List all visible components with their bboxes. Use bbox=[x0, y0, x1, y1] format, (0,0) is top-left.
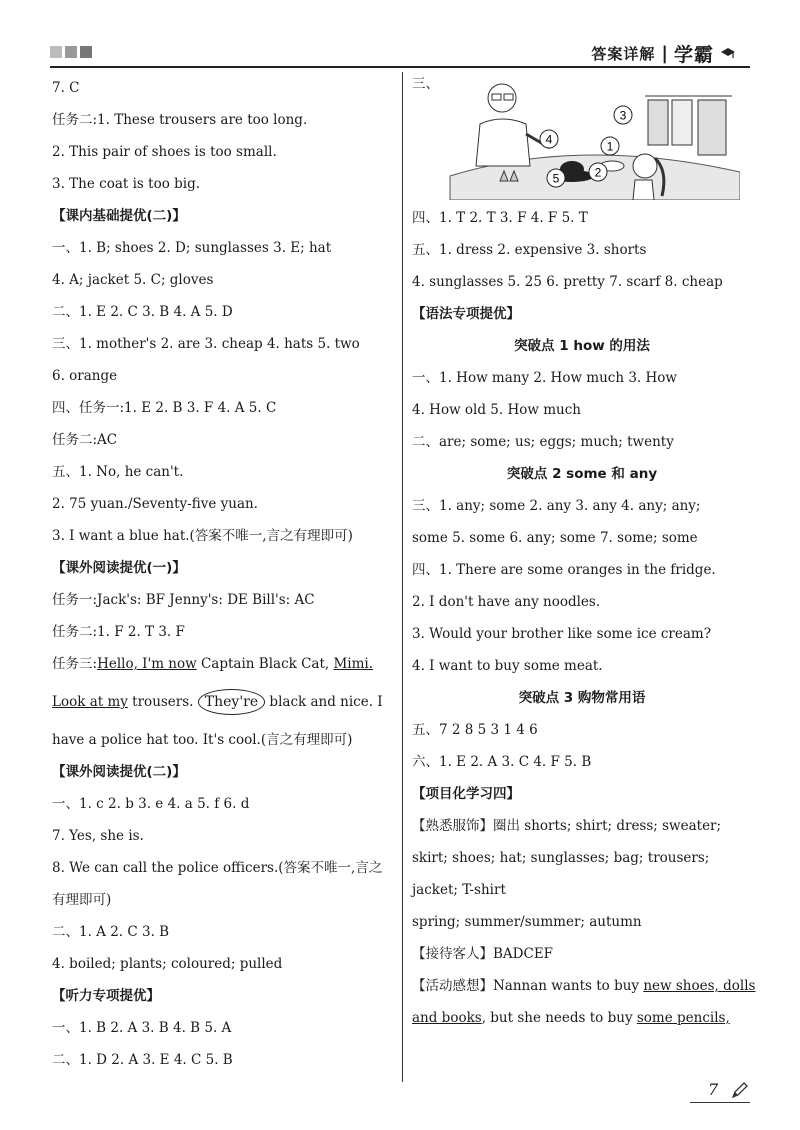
answer-line: 7. Yes, she is. bbox=[52, 828, 144, 844]
text-segment: 任务三: bbox=[52, 656, 98, 672]
answer-line: 7. C bbox=[52, 80, 80, 96]
underlined-text: new shoes, dolls bbox=[643, 978, 756, 994]
answer-line: 4. sunglasses 5. 25 6. pretty 7. scarf 8. cheap bbox=[412, 274, 723, 290]
text-segment: 【活动感想】Nannan wants to buy bbox=[412, 978, 644, 994]
answer-line bbox=[412, 1002, 752, 1034]
callout-4 bbox=[540, 130, 558, 148]
answer-line: 五、1. dress 2. expensive 3. shorts bbox=[412, 242, 647, 258]
header-answer-label: 答案详解 bbox=[591, 45, 656, 63]
left-column bbox=[52, 72, 397, 1076]
answer-line: 任务一:Jack's: BF Jenny's: DE Bill's: AC bbox=[52, 592, 315, 608]
graduation-cap-icon bbox=[720, 46, 736, 62]
answer-line: some 5. some 6. any; some 7. some; some bbox=[412, 530, 698, 546]
callout-number: 4 bbox=[545, 132, 553, 147]
callout-number: 2 bbox=[594, 165, 602, 180]
answer-line: 六、1. E 2. A 3. C 4. F 5. B bbox=[412, 754, 592, 770]
answer-line: 【熟悉服饰】圈出 shorts; shirt; dress; sweater; bbox=[412, 818, 722, 834]
text-segment: Captain Black Cat, bbox=[196, 656, 334, 672]
column-divider bbox=[402, 72, 403, 1082]
answer-line: 四、任务一:1. E 2. B 3. F 4. A 5. C bbox=[52, 400, 277, 416]
answer-line: 一、1. c 2. b 3. e 4. a 5. f 6. d bbox=[52, 796, 250, 812]
page-number: 7 bbox=[708, 1080, 719, 1099]
answer-line: 三、1. mother's 2. are 3. cheap 4. hats 5. two bbox=[52, 336, 360, 352]
answer-line: 4. How old 5. How much bbox=[412, 402, 581, 418]
text-segment: , but she needs to buy bbox=[481, 1010, 637, 1026]
shop-illustration bbox=[412, 72, 752, 202]
callout-1 bbox=[601, 137, 619, 155]
answer-line: 二、1. E 2. C 3. B 4. A 5. D bbox=[52, 304, 233, 320]
header-right bbox=[591, 40, 736, 67]
answer-line: 4. A; jacket 5. C; gloves bbox=[52, 272, 214, 288]
answer-line: 二、1. D 2. A 3. E 4. C 5. B bbox=[52, 1052, 233, 1068]
answer-line: 任务二:1. F 2. T 3. F bbox=[52, 624, 185, 640]
text-segment: trousers. bbox=[127, 694, 198, 710]
section-heading: 【语法专项提优】 bbox=[412, 306, 520, 322]
header-rule bbox=[50, 66, 750, 68]
answer-line: 8. We can call the police officers.(答案不唯一,言之 bbox=[52, 860, 383, 876]
callout-5 bbox=[547, 169, 565, 187]
callout-3 bbox=[614, 106, 632, 124]
pencil-icon bbox=[730, 1080, 750, 1100]
callout-number: 5 bbox=[552, 171, 560, 186]
underlined-text: and books bbox=[412, 1010, 482, 1026]
answer-line: 五、1. No, he can't. bbox=[52, 464, 184, 480]
answer-line: 4. I want to buy some meat. bbox=[412, 658, 603, 674]
shopkeeper-figure bbox=[476, 84, 550, 166]
callout-number: 1 bbox=[606, 139, 614, 154]
header-squares bbox=[50, 46, 92, 58]
callout-2 bbox=[589, 163, 607, 181]
answer-line: 3. The coat is too big. bbox=[52, 176, 201, 192]
answer-line: 任务二:AC bbox=[52, 432, 118, 448]
answer-line: have a police hat too. It's cool.(言之有理即可) bbox=[52, 732, 353, 748]
answer-line: 2. This pair of shoes is too small. bbox=[52, 144, 277, 160]
answer-line: 一、1. B; shoes 2. D; sunglasses 3. E; hat bbox=[52, 240, 332, 256]
answer-line: 三、1. any; some 2. any 3. any 4. any; any; bbox=[412, 498, 701, 514]
answer-line: 3. I want a blue hat.(答案不唯一,言之有理即可) bbox=[52, 528, 353, 544]
answer-line: 一、1. B 2. A 3. B 4. B 5. A bbox=[52, 1020, 232, 1036]
answer-line: jacket; T-shirt bbox=[412, 882, 506, 898]
answer-line-task3 bbox=[52, 648, 397, 680]
answer-line: 有理即可) bbox=[52, 892, 112, 908]
answer-line: 二、1. A 2. C 3. B bbox=[52, 924, 170, 940]
answer-line: 【接待客人】BADCEF bbox=[412, 946, 554, 962]
answer-line: 一、1. How many 2. How much 3. How bbox=[412, 370, 677, 386]
answer-line: 6. orange bbox=[52, 368, 118, 384]
section-heading: 【听力专项提优】 bbox=[52, 988, 160, 1004]
answer-line-task3-cont bbox=[52, 680, 397, 724]
subsection-heading: 突破点 3 购物常用语 bbox=[518, 690, 646, 706]
page-header bbox=[50, 38, 750, 68]
figure-label: 三、 bbox=[412, 76, 439, 92]
text-segment: black and nice. I bbox=[265, 694, 383, 710]
answer-line: spring; summer/summer; autumn bbox=[412, 914, 642, 930]
section-heading: 【课外阅读提优(二)】 bbox=[52, 764, 186, 780]
underlined-text: some pencils, bbox=[636, 1010, 730, 1026]
underlined-text: Mimi. bbox=[333, 656, 374, 672]
subsection-heading: 突破点 1 how 的用法 bbox=[514, 338, 650, 354]
subsection-heading: 突破点 2 some 和 any bbox=[506, 466, 658, 482]
header-brand: 学霸 bbox=[673, 44, 714, 66]
section-heading: 【课内基础提优(二)】 bbox=[52, 208, 186, 224]
answer-line: 五、7 2 8 5 3 1 4 6 bbox=[412, 722, 538, 738]
underlined-text: Look at my bbox=[52, 694, 128, 710]
answer-line: 二、are; some; us; eggs; much; twenty bbox=[412, 434, 674, 450]
header-separator: | bbox=[661, 43, 668, 64]
section-heading: 【课外阅读提优(一)】 bbox=[52, 560, 186, 576]
answer-line: 四、1. T 2. T 3. F 4. F 5. T bbox=[412, 210, 588, 226]
answer-line: 4. boiled; plants; coloured; pulled bbox=[52, 956, 283, 972]
answer-line: 任务二:1. These trousers are too long. bbox=[52, 112, 308, 128]
circled-word: They're bbox=[198, 689, 265, 715]
answer-line: 四、1. There are some oranges in the fridge. bbox=[412, 562, 716, 578]
right-column bbox=[412, 72, 756, 1034]
underlined-text: Hello, I'm now bbox=[97, 656, 197, 672]
answer-line: 2. 75 yuan./Seventy-five yuan. bbox=[52, 496, 258, 512]
clothing-shop-illustration bbox=[440, 76, 740, 200]
footer-rule bbox=[690, 1102, 750, 1103]
answer-line: 2. I don't have any noodles. bbox=[412, 594, 601, 610]
answer-line bbox=[412, 970, 756, 1002]
section-heading: 【项目化学习四】 bbox=[412, 786, 520, 802]
callout-number: 3 bbox=[619, 108, 627, 123]
answer-line: skirt; shoes; hat; sunglasses; bag; trousers; bbox=[412, 850, 710, 866]
answer-line: 3. Would your brother like some ice cream? bbox=[412, 626, 711, 642]
